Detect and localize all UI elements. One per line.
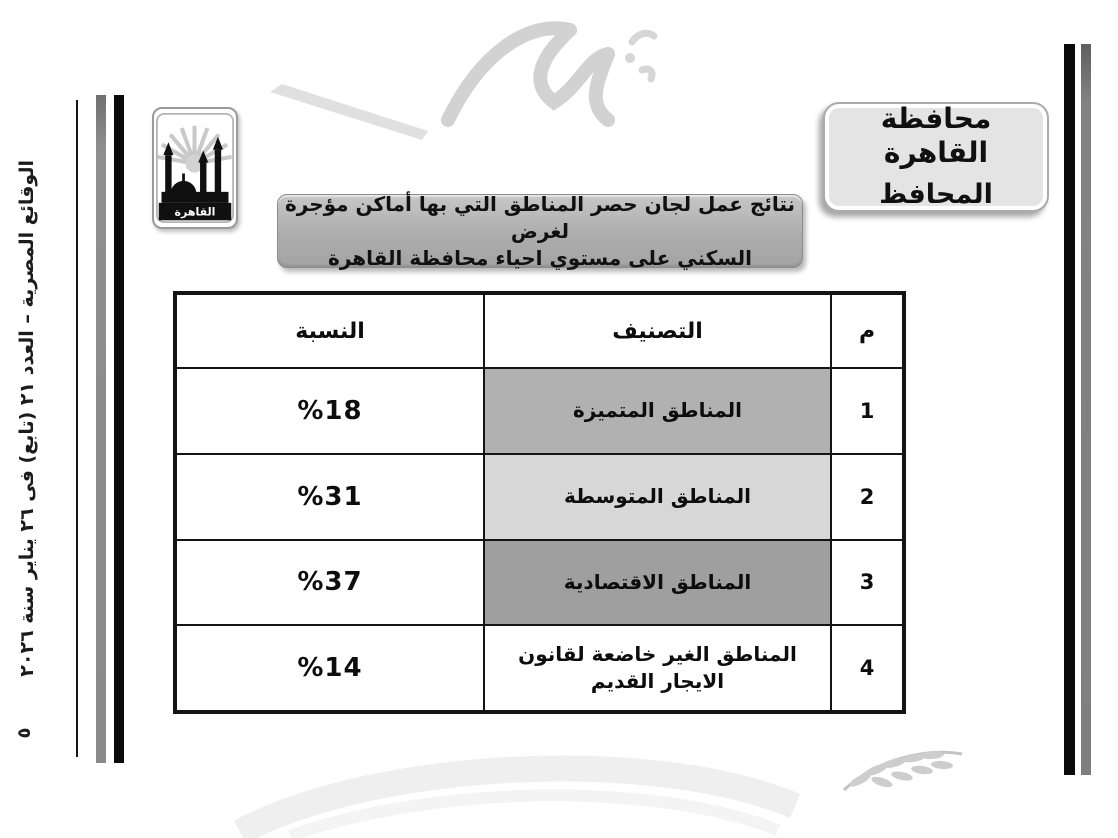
mosque-emblem-icon bbox=[156, 111, 234, 225]
right-black-bar bbox=[1064, 44, 1075, 775]
governorate-header-box bbox=[823, 102, 1049, 212]
cairo-governorate-logo bbox=[152, 107, 238, 229]
header-cell-classification: التصنيف bbox=[484, 294, 831, 368]
header-cell-index: م bbox=[831, 294, 903, 368]
gazette-sidebar-title: الوقائع المصرية – العدد ٢١ (تابع) فى ٢٦ يناير سنة ٢٠٢٦ bbox=[16, 160, 38, 677]
row-2-index: 2 bbox=[831, 454, 903, 540]
row-3-percentage: %37 bbox=[176, 540, 484, 626]
row-4-classification: المناطق الغير خاضعة لقانون الايجار القديم bbox=[484, 625, 831, 711]
row-4-index: 4 bbox=[831, 625, 903, 711]
bottom-arc-watermark-icon bbox=[230, 740, 810, 838]
left-black-bar bbox=[114, 95, 124, 763]
calligraphy-watermark-icon bbox=[270, 0, 700, 152]
row-2-classification: المناطق المتوسطة bbox=[484, 454, 831, 540]
row-1-classification: المناطق المتميزة bbox=[484, 368, 831, 454]
sidebar-rule bbox=[76, 100, 78, 757]
row-2-percentage: %31 bbox=[176, 454, 484, 540]
row-4-percentage: %14 bbox=[176, 625, 484, 711]
survey-table bbox=[173, 291, 906, 714]
right-gray-bar bbox=[1081, 44, 1091, 775]
row-1-percentage: %18 bbox=[176, 368, 484, 454]
governorate-name: محافظة القاهرة bbox=[880, 102, 992, 169]
banner-line-2: السكني على مستوي احياء محافظة القاهرة bbox=[328, 245, 752, 270]
row-1-index: 1 bbox=[831, 368, 903, 454]
page-number: ٥ bbox=[14, 727, 35, 739]
header-cell-percentage: النسبة bbox=[176, 294, 484, 368]
row-3-classification: المناطق الاقتصادية bbox=[484, 540, 831, 626]
results-banner bbox=[277, 191, 803, 270]
laurel-watermark-icon bbox=[838, 738, 968, 800]
left-gray-bar bbox=[96, 95, 106, 763]
row-3-index: 3 bbox=[831, 540, 903, 626]
governor-title: المحافظ bbox=[879, 179, 993, 210]
banner-line-1: نتائج عمل لجان حصر المناطق التي بها أماكن مؤجرة لغرض bbox=[284, 191, 796, 243]
logo-caption: القاهرة bbox=[174, 205, 216, 219]
